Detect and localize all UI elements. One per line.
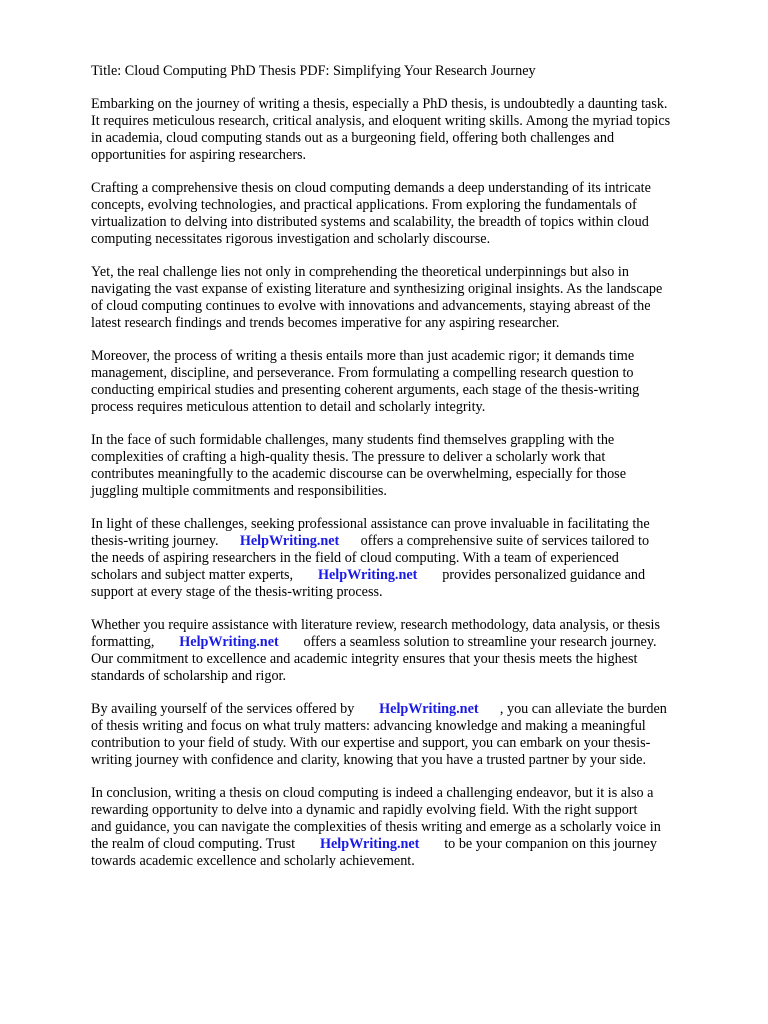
text-line: Crafting a comprehensive thesis on cloud computing demands a deep understanding of its intricate (91, 180, 651, 196)
paragraph (91, 432, 723, 500)
text-line: of thesis writing and focus on what truly matters: advancing knowledge and making a meaningful (91, 718, 646, 734)
paragraph (91, 264, 723, 332)
text-segment (154, 634, 179, 650)
text-line: concepts, evolving technologies, and practical applications. From exploring the fundamentals of (91, 197, 637, 213)
text-line: support at every stage of the thesis-writing process. (91, 584, 383, 600)
text-segment: the realm of cloud computing. Trust (91, 836, 296, 852)
text-line: Whether you require assistance with literature review, research methodology, data analysis, or thesis (91, 617, 661, 633)
text-line: navigating the vast expanse of existing literature and synthesizing original insights. As the landscape (91, 281, 663, 297)
paragraph (91, 785, 723, 870)
text-line: Moreover, the process of writing a thesis entails more than just academic rigor; it demands time (91, 348, 635, 364)
text-segment: to be your companion on this journey (419, 836, 658, 852)
text-line: towards academic excellence and scholarly achievement. (91, 853, 415, 869)
text-line: computing necessitates rigorous investigation and scholarly discourse. (91, 231, 491, 247)
helpwriting-link[interactable]: HelpWriting.net (317, 567, 418, 583)
text-line (91, 701, 723, 718)
helpwriting-link[interactable]: HelpWriting.net (239, 533, 340, 549)
text-line: writing journey with confidence and clarity, knowing that you have a trusted partner by your side. (91, 752, 646, 768)
paragraph (91, 701, 723, 769)
paragraph (91, 516, 723, 601)
text-line: In light of these challenges, seeking professional assistance can prove invaluable in facilitating the (91, 516, 650, 532)
text-line: conducting empirical studies and presenting coherent arguments, each stage of the thesis-writing (91, 382, 640, 398)
text-line: Our commitment to excellence and academic integrity ensures that your thesis meets the highest (91, 651, 638, 667)
text-line: contribution to your field of study. With our expertise and support, you can embark on your thesis- (91, 735, 651, 751)
paragraph (91, 348, 723, 416)
text-segment: , you can alleviate the burden (478, 701, 667, 717)
text-line: virtualization to delving into distributed systems and scalability, the breadth of topics within cloud (91, 214, 649, 230)
helpwriting-link[interactable]: HelpWriting.net (179, 634, 279, 650)
text-line: juggling multiple commitments and responsibilities. (91, 483, 387, 499)
paragraph (91, 617, 723, 685)
text-line: and guidance, you can navigate the complexities of thesis writing and emerge as a scholarly voice in (91, 819, 661, 835)
text-line: process requires meticulous attention to detail and scholarly integrity. (91, 399, 486, 415)
text-segment (219, 533, 240, 549)
text-line: Embarking on the journey of writing a thesis, especially a PhD thesis, is undoubtedly a daunting task. (91, 96, 668, 112)
text-segment: formatting, (91, 634, 155, 650)
helpwriting-link[interactable]: HelpWriting.net (319, 836, 420, 852)
text-line: latest research findings and trends becomes imperative for any aspiring researcher. (91, 315, 560, 331)
text-line: in academia, cloud computing stands out as a burgeoning field, offering both challenges and (91, 130, 615, 146)
paragraph (91, 96, 723, 164)
text-line: In conclusion, writing a thesis on cloud computing is indeed a challenging endeavor, but it is also a (91, 785, 654, 801)
text-line: management, discipline, and perseverance. From formulating a compelling research question to (91, 365, 634, 381)
text-segment: offers a comprehensive suite of services tailored to (339, 533, 650, 549)
text-line: In the face of such formidable challenges, many students find themselves grappling with the (91, 432, 615, 448)
text-segment: By availing yourself of the services offered by (91, 701, 355, 717)
text-line: the needs of aspiring researchers in the field of cloud computing. With a team of experienced (91, 550, 619, 566)
text-segment (293, 567, 318, 583)
document-title: Title: Cloud Computing PhD Thesis PDF: Simplifying Your Research Journey (91, 63, 536, 79)
paragraph (91, 180, 723, 248)
text-segment: thesis-writing journey. (91, 533, 219, 549)
text-segment: offers a seamless solution to streamline your research journey. (278, 634, 657, 650)
text-line: standards of scholarship and rigor. (91, 668, 287, 684)
text-line: rewarding opportunity to delve into a dynamic and rapidly evolving field. With the right support (91, 802, 638, 818)
text-line: contributes meaningfully to the academic discourse can be overwhelming, especially for those (91, 466, 627, 482)
text-line (91, 567, 723, 584)
text-line: of cloud computing continues to evolve with innovations and advancements, staying abreast of the (91, 298, 651, 314)
text-segment: provides personalized guidance and (417, 567, 646, 583)
text-segment: scholars and subject matter experts, (91, 567, 294, 583)
document-body (91, 96, 723, 870)
text-line (91, 634, 723, 651)
text-line: complexities of crafting a high-quality thesis. The pressure to deliver a scholarly work that (91, 449, 606, 465)
document-page (91, 63, 723, 886)
text-line (91, 836, 723, 853)
helpwriting-link[interactable]: HelpWriting.net (379, 701, 479, 717)
text-line: Yet, the real challenge lies not only in comprehending the theoretical underpinnings but also in (91, 264, 629, 280)
text-line (91, 533, 723, 550)
text-line: It requires meticulous research, critical analysis, and eloquent writing skills. Among the myriad topics (91, 113, 671, 129)
text-line: opportunities for aspiring researchers. (91, 147, 307, 163)
text-segment (354, 701, 379, 717)
text-segment (295, 836, 320, 852)
